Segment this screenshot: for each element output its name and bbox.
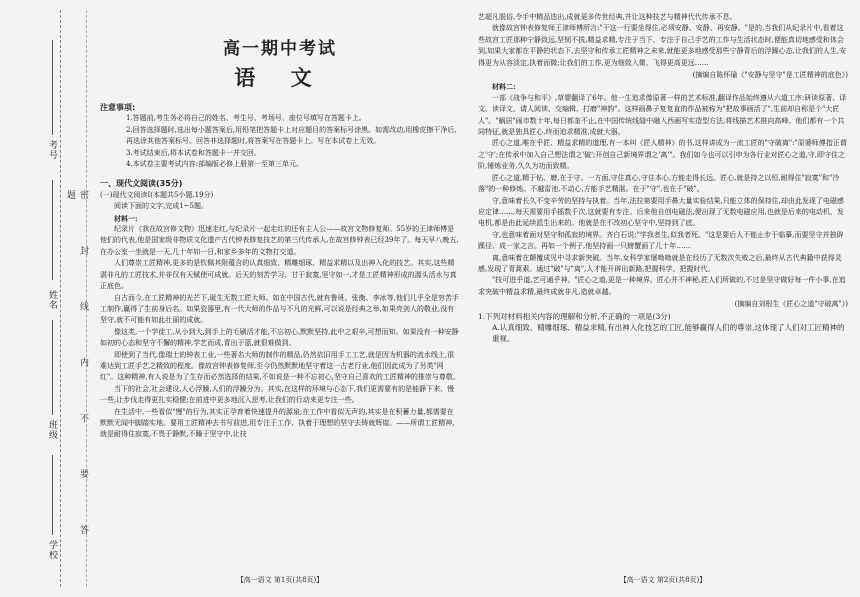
notice-list <box>100 113 460 170</box>
paragraph: 一部《战争与和平》,草婴翻译了6年。他一生追求像原著一样的艺术标准,翻译作品始终遵从六道工序:研读原著、译文、读译文、请人阅读、交编辑、打磨"神韵"。这样画鼻子复复直的作品被称为"把故事画活了",生前却自称是个"大匠人"。"蜗居"闹市数十年,每日都奎不止,在中国传统线缝中融入西画写实造型方法,将线描艺术推向高峰。他们都有一个共同特征,就是独具匠心,终而追求精准,成就大器。 <box>478 93 847 137</box>
paragraph: 离,意味着在颠覆成见中寻求新突破。当年,女科学家屠呦呦就是在经历了无数次失败之后,最终从古代典籍中获得灵感,发现了青蒿素。通过"破"与"离",人才能开辟出新路,把握科学、把握时代。 <box>478 253 842 273</box>
exam-number-label: 考号 <box>47 140 57 160</box>
class-label: 班级 <box>47 420 57 440</box>
material1-label: 材料一: <box>114 213 138 223</box>
notice-item: 1.答题前,考生务必将自己的姓名、考生号、考场号、座位号填写在答题卡上。 <box>126 114 366 123</box>
paragraph: 匠心之道,唯在乎匠、精益求精的道理,有一本叫《匠人精神》的书,这样讲成为一流工匠的"守破离":"原婆师傅指正谓之'守';在传承中加入自己想法谓之'破';开创自己新境界谓之'离'"。我们如今也可以引申为各行业对匠心之道,守,即守住之阶,锤炼业务,久久为功而致精。 <box>478 139 847 171</box>
paragraph: 就像故宫钟表修复师王津师傅所言:"干这一行要坐得住,必须安静、安静、再安静。"是的,当我们从纪录片中,看着这些故宫工匠那种宁静致远,坚韧不拔,精益求精,专注于当下、专注于自己手艺的工作与生活状态时,便能真切地感受和体会到,如果大家都在平静的状态下,去坚守和传承工匠精神之未来,就能更多地感受那些宁静背后的浮躁心态,让我们的人生,安得更为从容淡定,执着而微;让我们的工作,更为细致入微、飞得更高更远…… <box>478 24 847 67</box>
paragraph: 当下的社会,社会建设,人心浮躁,人们的浮躁分为。其实,在这样的环境与心态下,我们更需要有的是能静下来、慢一些,让步伐走得更扎实稳健;在前进中更多地沉入思考,让我们的行动来更专注一些。 <box>100 384 455 405</box>
subject-title: 语 文 <box>234 66 326 90</box>
notice-item: 4.本试卷主要考试内容:部编版必修上册第一至第三单元。 <box>126 160 304 169</box>
school-label: 学校 <box>47 540 57 560</box>
page-footer-right: 【高一语文 第2页(共8页)】 <box>619 575 707 584</box>
section-heading: 一、现代文阅读(35分) <box>100 179 183 189</box>
notice-item: 3.考试结束后,将本试卷和答题卡一并交回。 <box>126 148 261 157</box>
paragraph: 守,意味着长久不变辛劳的坚持与执着。当年,法拉第要用手鼻大量实验结果,只能立体的保持住,却由此发现了电磁感应定律……,每天需要用手摇数千次,这就要有专注。后来他自创电磁法,便出现了无数电磁应用,也就是后来的电动机、发电机,都是由此延续派生出来的。他就是在不改初心坚守中,坚持到了底。 <box>478 196 844 228</box>
paragraph: 纪录片《我在故宫修文物》迅速走红,与纪录片一起走红的还有主人公——故宫文物修复师。55岁的王津师傅是他们的代表,他是国家级非物质文化遗产古代钟表修复技艺的第三代传承人,在故宫修钟表已经39年了。每天早八晚五,在办公室一坐就是一天,几十年如一日,和家乡多年的文物打交道。 <box>100 225 459 256</box>
material2-source: (摘编自刘根生《匠心之道"守破离"》) <box>734 300 848 309</box>
page-footer-left: 【高一语文 第1页(共8页)】 <box>236 575 324 584</box>
paragraph: 即使到了当代,像瑞士的钟表工业,一些著名大师的制作的精品,仍然依旧用手工工艺,就是因为机器的流水线上,很难达到工匠手艺之精致的程度。像故宫钟表修复师,至今仍然默默地坚守着这一古老行业,他们因此成为了另类"网红"。这种精神,有人说是为了生存而必然选择的结果,不如说是一种不忘初心,坚守自己喜欢的工匠精神的推崇与尊敬。 <box>100 350 460 382</box>
exam-number-line <box>52 40 53 135</box>
seal-line <box>60 10 61 587</box>
notice-heading: 注意事项: <box>100 103 136 112</box>
paragraph: 匠心之道,精于钻、磨,在于守。一方面,守住真心,守住本心,方能走得长远。匠心,就是持之以恒,耐得住"寂寞"和"冷落"的一种修炼。不越雷池,不动心,方能手艺精湛。在于"守",也在于"破"。 <box>478 173 840 194</box>
notice-item: 2.回答选择题时,选出每小题答案后,用铅笔把答题卡上对应题目的答案标号涂黑。如需改动,用橡皮擦干净后,再选涂其他答案标号。回答非选择题时,将答案写在答题卡上。写在本试卷上无效。 <box>126 125 457 146</box>
paragraph: 像这类,一个学徒工,从小到大,到手上的毛刷活才能,不忘初心,默默坚持,此中之艰辛,可想而知。如果没有一种安静如初的心态和坚守不懈的精神,学艺而成,青出于蓝,就很难做到。 <box>100 327 459 348</box>
paragraph: 自古而今,在工匠精神的光芒下,诞生无数工匠大师。如在中国古代,就有鲁班、张衡、李冰等,他们几乎全是穷苦手工制作,赢得了生前身后名。如果瓷器里,有一代大师的作品与不凡的光鲜,可以说是经典之举,如果亮剑人的敬业,没有坚守,就不可能有如此壮丽的成就。 <box>100 293 459 325</box>
material2-label: 材料二: <box>492 82 516 92</box>
paragraph: 艺超凡脱俗,令手中精品迭出,成就更多传世经典,并让这种技艺与精神代代传承不息。 <box>478 13 737 21</box>
subsection-heading: (一)现代文阅读Ⅰ(本题共5小题,19分) <box>100 190 214 199</box>
right-column <box>478 12 848 584</box>
name-line <box>52 180 53 280</box>
question-1: 1.下列对材料相关内容的理解和分析,不正确的一项是(3分) <box>478 311 671 321</box>
paragraph: 守,也意味着面对坚守和孤寂的境界。齐白石说:"学我者生,似我者死。"这是要后人不能止步于临摹,而要坚守并独辟蹊径、成一家之言。再如一个例子,他坚持画一只螃蟹画了几十年…… <box>478 230 844 251</box>
left-column <box>100 12 460 584</box>
question-1-option-a: A.认真细致、精雕细琢、精益求精,有出神入化技艺的工匠,能够赢得人们的尊崇,这体现了人们对工匠精神的重视。 <box>492 322 845 344</box>
name-label: 姓名 <box>47 290 57 310</box>
material1-source: (摘编自陈怀瑜《"安静与坚守"是工匠精神的底色》) <box>692 71 848 80</box>
seal-text: 密 封 线 内 不 要 答 题 <box>65 190 88 557</box>
school-line <box>52 455 53 535</box>
paragraph: 在生活中,一些看似"慢"的行为,其实正孕育着快速提升的源泉;在工作中看似无声的,其实是在积蓄力量,都需要在默默无闻中脚踏实地。要用工匠精神去书写前进,用专注于工作、执着于理想的坚守去铸就辉煌。——所谓工匠精神,就是耐得住寂寞,不畏于静默,不躁于坚守中,让技 <box>100 407 455 439</box>
reading-instruction: 阅读下面的文字,完成1~5题。 <box>114 202 208 211</box>
paragraph: 人们尊崇工匠精神,更多的是钦佩其附蕴含的认真细致、精雕细琢、精益求精以及出神入化的技艺。其实,这些精湛非凡的工匠技术,并非仅有天赋使可成就。后天的刻苦学习、甘于寂寞,坚守如一,才是工匠精神形成的源头活水与真正底色。 <box>100 259 457 291</box>
paragraph: "技可进乎道,艺可通乎神。"匠心之道,更是一种境界。匠心并不神秘,匠人们所做的,不过是坚守做好每一件小事,在追求突破中精益求精,最终成就非凡,造就卓越。 <box>478 276 846 296</box>
exam-title: 高一期中考试 <box>223 39 337 59</box>
class-line <box>52 320 53 415</box>
